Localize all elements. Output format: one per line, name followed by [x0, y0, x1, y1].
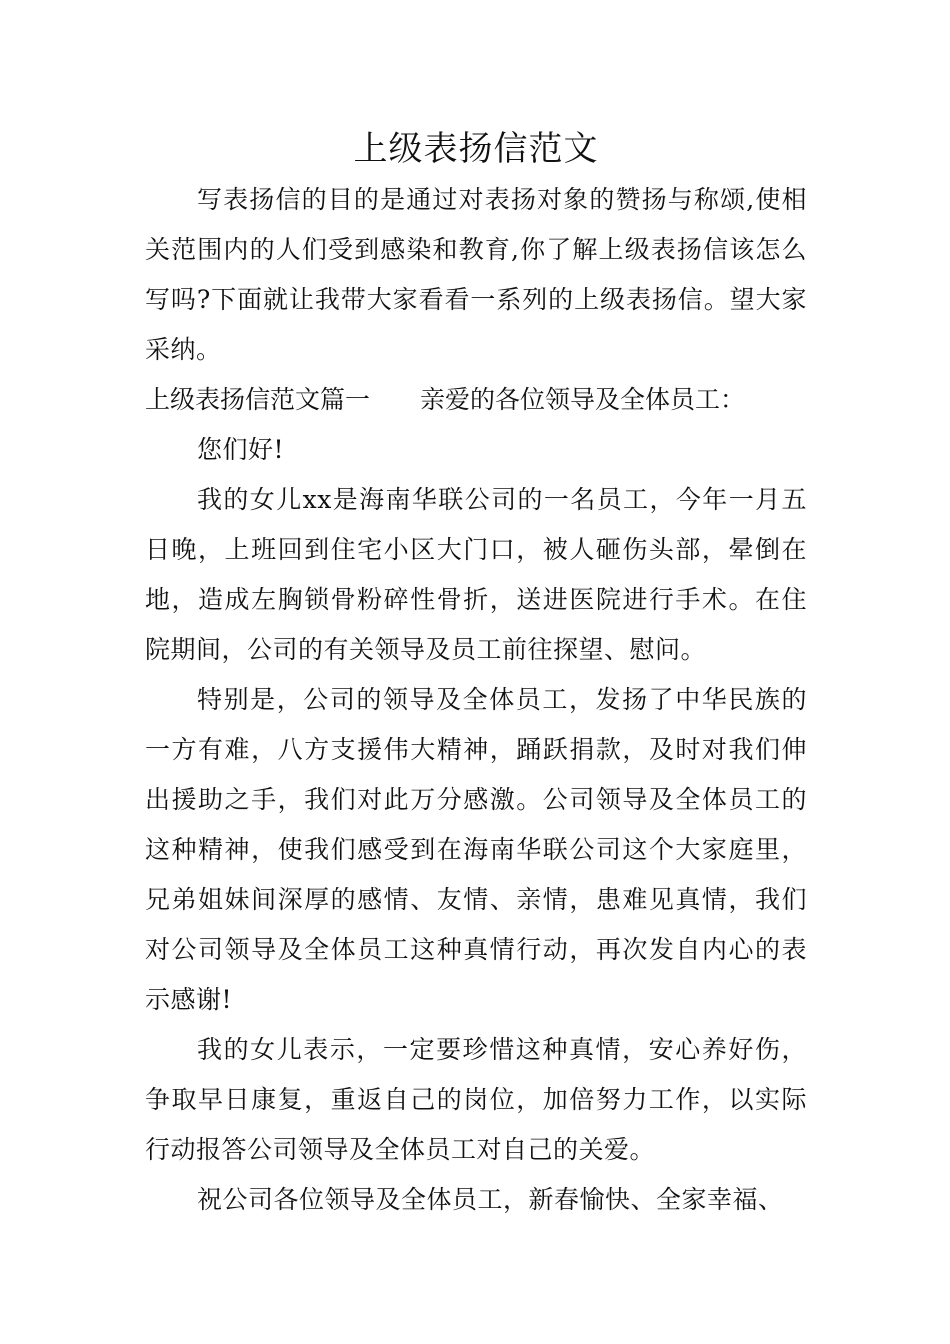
document-title: 上级表扬信范文 — [353, 129, 599, 169]
section-heading: 上级表扬信范文篇一 — [145, 385, 371, 414]
body-paragraph-4: 祝公司各位领导及全体员工，新春愉快、全家幸福、 — [197, 1185, 784, 1214]
greeting: 您们好! — [197, 435, 285, 464]
intro-paragraph: 写表扬信的目的是通过对表扬对象的赞扬与称颂,使相关范围内的人们受到感染和教育,你了解上级表扬信该怎么写吗?下面就让我带大家看看一系列的上级表扬信。望大家采纳。 — [145, 185, 807, 364]
document-body — [145, 175, 807, 1225]
section-heading-line — [145, 375, 807, 425]
salutation: 亲爱的各位领导及全体员工： — [420, 385, 746, 414]
body-paragraph-1: 我的女儿xx是海南华联公司的一名员工，今年一月五日晚，上班回到住宅小区大门口，被人砸伤头部，晕倒在地，造成左胸锁骨粉碎性骨折，送进医院进行手术。在住院期间，公司的有关领导及员工前往探望、慰问。 — [145, 485, 807, 664]
body-paragraph-3: 我的女儿表示，一定要珍惜这种真情，安心养好伤，争取早日康复，重返自己的岗位，加倍努力工作，以实际行动报答公司领导及全体员工对自己的关爱。 — [145, 1035, 807, 1164]
body-paragraph-2: 特别是，公司的领导及全体员工，发扬了中华民族的一方有难，八方支援伟大精神，踊跃捐款，及时对我们伸出援助之手，我们对此万分感激。公司领导及全体员工的这种精神，使我们感受到在海南华联公司这个大家庭里，兄弟姐妹间深厚的感情、友情、亲情，患难见真情，我们对公司领导及全体员工这种真情行动，再次发自内心的表示感谢! — [145, 685, 807, 1014]
